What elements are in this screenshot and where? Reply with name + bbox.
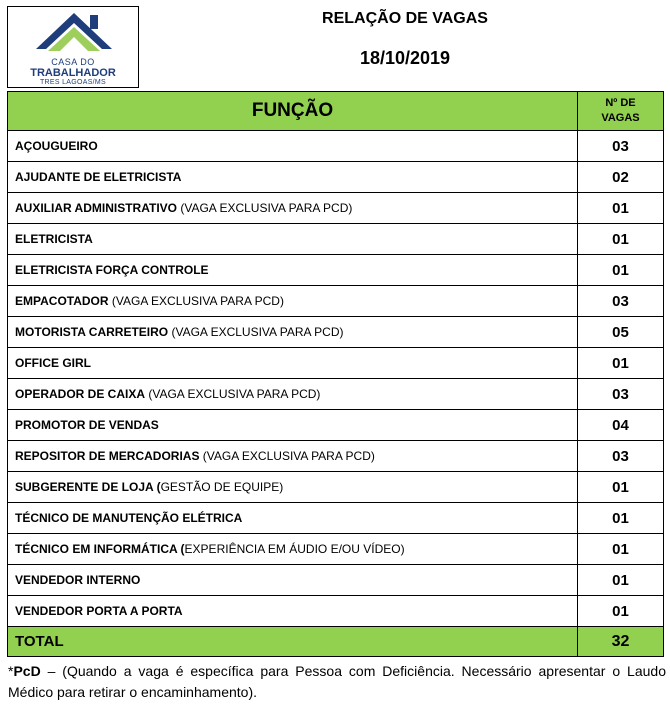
job-title-cell	[8, 534, 578, 565]
vacancy-count: 02	[578, 162, 664, 193]
vacancy-count: 01	[578, 255, 664, 286]
footnote	[8, 661, 666, 703]
vacancy-count: 01	[578, 503, 664, 534]
footnote-prefix: *	[8, 663, 14, 679]
job-title: AJUDANTE DE ELETRICISTA	[15, 170, 182, 184]
page-title: RELAÇÃO DE VAGAS	[322, 10, 488, 27]
total-row	[8, 627, 664, 657]
footnote-text: – (Quando a vaga é específica para Pessoa com Deficiência. Necessário apresentar o Laudo Médico para retirar o encaminhamento).	[8, 663, 666, 700]
job-title: ELETRICISTA	[15, 232, 93, 246]
job-title: ELETRICISTA FORÇA CONTROLE	[15, 263, 209, 277]
vacancy-count: 01	[578, 534, 664, 565]
job-title: PROMOTOR DE VENDAS	[15, 418, 159, 432]
total-label: TOTAL	[8, 627, 578, 657]
table-row	[8, 131, 664, 162]
table-row	[8, 441, 664, 472]
job-title-cell	[8, 410, 578, 441]
job-title-cell	[8, 255, 578, 286]
job-title-cell	[8, 131, 578, 162]
vacancy-count: 03	[578, 441, 664, 472]
job-title: AÇOUGUEIRO	[15, 139, 98, 153]
job-note: GESTÃO DE EQUIPE)	[160, 480, 284, 494]
table-row	[8, 162, 664, 193]
vacancy-count: 01	[578, 193, 664, 224]
job-note: EXPERIÊNCIA EM ÁUDIO E/OU VÍDEO)	[184, 542, 405, 556]
table-row	[8, 565, 664, 596]
table-row	[8, 255, 664, 286]
job-title: VENDEDOR PORTA A PORTA	[15, 604, 183, 618]
table-row	[8, 534, 664, 565]
job-title: TÉCNICO DE MANUTENÇÃO ELÉTRICA	[15, 511, 243, 525]
vacancy-count: 01	[578, 348, 664, 379]
table-row	[8, 472, 664, 503]
logo-line3: TRES LAGOAS/MS	[39, 79, 107, 86]
job-title-cell	[8, 503, 578, 534]
job-note: (VAGA EXCLUSIVA PARA PCD)	[168, 325, 344, 339]
page-date: 18/10/2019	[359, 48, 451, 68]
house-logo-icon	[30, 11, 118, 59]
job-title-cell	[8, 224, 578, 255]
vacancy-count: 03	[578, 379, 664, 410]
table-row	[8, 286, 664, 317]
table-row	[8, 193, 664, 224]
vacancy-table	[7, 91, 664, 657]
logo-line2: TRABALHADOR	[30, 67, 116, 79]
job-title: TÉCNICO EM INFORMÁTICA (	[15, 542, 185, 556]
job-title-cell	[8, 441, 578, 472]
job-note: (VAGA EXCLUSIVA PARA PCD)	[108, 294, 284, 308]
footnote-term: PcD	[13, 663, 41, 679]
vacancy-count: 01	[578, 596, 664, 627]
column-header-vagas-line1: Nº DE	[605, 97, 636, 109]
vacancy-count: 01	[578, 472, 664, 503]
table-row	[8, 317, 664, 348]
logo-line1: CASA DO	[51, 57, 95, 67]
table-row	[8, 503, 664, 534]
table-row	[8, 410, 664, 441]
job-title: AUXILIAR ADMINISTRATIVO	[15, 201, 177, 215]
vacancy-count: 05	[578, 317, 664, 348]
table-row	[8, 224, 664, 255]
job-title: SUBGERENTE DE LOJA (	[15, 480, 161, 494]
job-title-cell	[8, 286, 578, 317]
table-row	[8, 379, 664, 410]
job-title: OFFICE GIRL	[15, 356, 91, 370]
logo	[7, 6, 139, 88]
job-note: (VAGA EXCLUSIVA PARA PCD)	[199, 449, 375, 463]
column-header-vagas	[578, 92, 664, 131]
table-header-row	[8, 92, 664, 131]
job-title-cell	[8, 596, 578, 627]
job-title: EMPACOTADOR	[15, 294, 109, 308]
job-title: VENDEDOR INTERNO	[15, 573, 141, 587]
job-note: (VAGA EXCLUSIVA PARA PCD)	[145, 387, 321, 401]
job-title-cell	[8, 317, 578, 348]
vacancy-count: 03	[578, 131, 664, 162]
job-note: (VAGA EXCLUSIVA PARA PCD)	[177, 201, 353, 215]
job-title-cell	[8, 162, 578, 193]
job-title-cell	[8, 472, 578, 503]
total-value: 32	[578, 627, 664, 657]
column-header-funcao: FUNÇÃO	[8, 92, 578, 131]
table-row	[8, 596, 664, 627]
job-title-cell	[8, 348, 578, 379]
job-title-cell	[8, 193, 578, 224]
table-row	[8, 348, 664, 379]
job-title: OPERADOR DE CAIXA	[15, 387, 146, 401]
vacancy-count: 01	[578, 565, 664, 596]
column-header-vagas-line2: VAGAS	[601, 112, 640, 124]
job-title: REPOSITOR DE MERCADORIAS	[15, 449, 200, 463]
vacancy-count: 01	[578, 224, 664, 255]
job-title: MOTORISTA CARRETEIRO	[15, 325, 169, 339]
vacancy-count: 03	[578, 286, 664, 317]
job-title-cell	[8, 565, 578, 596]
job-title-cell	[8, 379, 578, 410]
vacancy-count: 04	[578, 410, 664, 441]
